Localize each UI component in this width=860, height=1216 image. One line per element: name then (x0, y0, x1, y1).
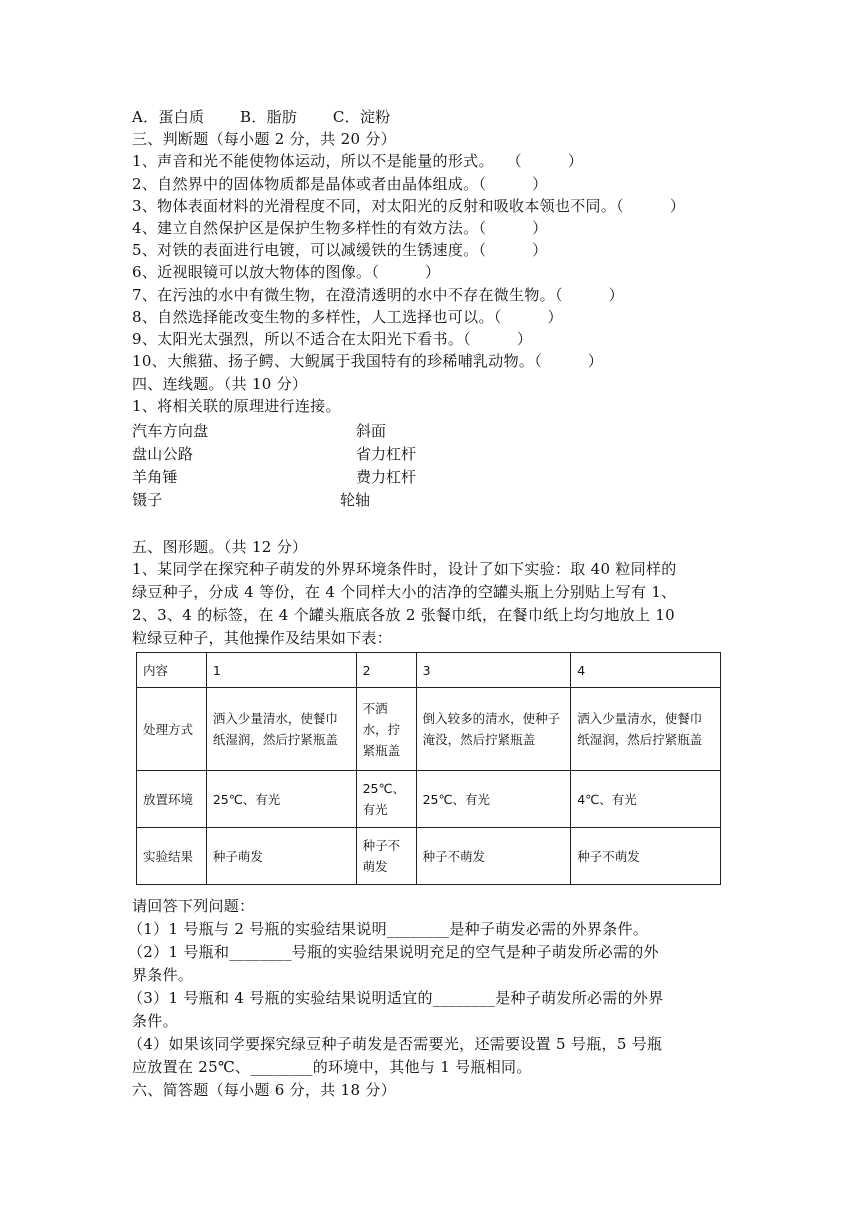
table-cell: 25℃、有光 (356, 771, 416, 828)
table-cell: 不洒水，拧紧瓶盖 (356, 688, 416, 771)
table-cell: 25℃、有光 (416, 771, 571, 828)
table-row-label: 实验结果 (137, 828, 207, 885)
matching-left-4: 镊子 (132, 491, 163, 509)
section-5-intro-3: 2、3、4 的标签，在 4 个罐头瓶底各放 2 张餐巾纸，在餐巾纸上均匀地放上 10 (132, 606, 676, 624)
table-cell: 洒入少量清水，使餐巾纸湿润，然后拧紧瓶盖 (571, 688, 721, 771)
table-cell: 洒入少量清水，使餐巾纸湿润，然后拧紧瓶盖 (206, 688, 356, 771)
table-row (137, 828, 721, 885)
judge-item-9: 9、太阳光太强烈，所以不适合在太阳光下看书。（ ） (132, 330, 533, 348)
section-5-intro-4: 粒绿豆种子，其他操作及结果如下表： (132, 629, 393, 647)
section-5-title: 五、图形题。（共 12 分） (132, 538, 308, 556)
section-5-intro-1: 1、某同学在探究种子萌发的外界环境条件时，设计了如下实验：取 40 粒同样的 (132, 560, 677, 578)
judge-item-7: 7、在污浊的水中有微生物，在澄清透明的水中不存在微生物。（ ） (132, 286, 624, 304)
table-row (137, 771, 721, 828)
matching-right-1: 斜面 (356, 422, 387, 440)
table-header-cell: 4 (571, 653, 721, 688)
judge-item-10: 10、大熊猫、扬子鳄、大鲵属于我国特有的珍稀哺乳动物。（ ） (132, 352, 604, 370)
question-3-line-2: 条件。 (132, 1012, 178, 1030)
matching-instruction: 1、将相关联的原理进行连接。 (132, 397, 341, 415)
table-cell: 种子萌发 (206, 828, 356, 885)
judge-item-8: 8、自然选择能改变生物的多样性，人工选择也可以。（ ） (132, 308, 563, 326)
section-5-intro-2: 绿豆种子，分成 4 等份，在 4 个同样大小的洁净的空罐头瓶上分别贴上写有 1、 (132, 583, 677, 601)
question-1: （1）1 号瓶与 2 号瓶的实验结果说明________是种子萌发必需的外界条件。 (128, 920, 649, 938)
matching-left-1: 汽车方向盘 (132, 422, 209, 440)
table-cell: 种子不萌发 (416, 828, 571, 885)
table-cell: 25℃、有光 (206, 771, 356, 828)
questions-prompt: 请回答下列问题： (132, 897, 255, 915)
judge-item-5: 5、对铁的表面进行电镀，可以减缓铁的生锈速度。（ ） (132, 241, 548, 259)
question-2-line-1: （2）1 号瓶和________号瓶的实验结果说明充足的空气是种子萌发所必需的外 (128, 943, 659, 961)
table-cell: 种子不萌发 (356, 828, 416, 885)
table-header-row (137, 653, 721, 688)
table-cell: 4℃、有光 (571, 771, 721, 828)
table-row-label: 处理方式 (137, 688, 207, 771)
choice-options: A．蛋白质 B．脂肪 C．淀粉 (132, 108, 391, 126)
judge-item-6: 6、近视眼镜可以放大物体的图像。（ ） (132, 263, 441, 281)
matching-right-2: 省力杠杆 (356, 445, 417, 463)
judge-item-1: 1、声音和光不能使物体运动，所以不是能量的形式。 （ ） (132, 152, 584, 170)
table-row-label: 放置环境 (137, 771, 207, 828)
judge-item-4: 4、建立自然保护区是保护生物多样性的有效方法。（ ） (132, 219, 548, 237)
judge-item-2: 2、自然界中的固体物质都是晶体或者由晶体组成。（ ） (132, 175, 548, 193)
experiment-table (136, 652, 721, 885)
matching-left-3: 羊角锤 (132, 468, 178, 486)
question-4-line-2: 应放置在 25℃、________的环境中，其他与 1 号瓶相同。 (132, 1058, 532, 1076)
question-4-line-1: （4）如果该同学要探究绿豆种子萌发是否需要光，还需要设置 5 号瓶，5 号瓶 (128, 1035, 663, 1053)
table-header-cell: 内容 (137, 653, 207, 688)
matching-right-4: 轮轴 (340, 491, 371, 509)
matching-left-2: 盘山公路 (132, 445, 194, 463)
table-header-cell: 2 (356, 653, 416, 688)
table-row (137, 688, 721, 771)
table-cell: 种子不萌发 (571, 828, 721, 885)
table-cell: 倒入较多的清水，使种子淹没，然后拧紧瓶盖 (416, 688, 571, 771)
question-3-line-1: （3）1 号瓶和 4 号瓶的实验结果说明适宜的________是种子萌发所必需的外界 (128, 989, 664, 1007)
matching-right-3: 费力杠杆 (356, 468, 417, 486)
section-3-title: 三、判断题（每小题 2 分，共 20 分） (132, 130, 397, 148)
table-header-cell: 1 (206, 653, 356, 688)
section-6-title: 六、简答题（每小题 6 分，共 18 分） (132, 1081, 397, 1099)
judge-item-3: 3、物体表面材料的光滑程度不同，对太阳光的反射和吸收本领也不同。（ ） (132, 197, 686, 215)
section-4-title: 四、连线题。（共 10 分） (132, 375, 308, 393)
question-2-line-2: 界条件。 (132, 966, 194, 984)
table-header-cell: 3 (416, 653, 571, 688)
